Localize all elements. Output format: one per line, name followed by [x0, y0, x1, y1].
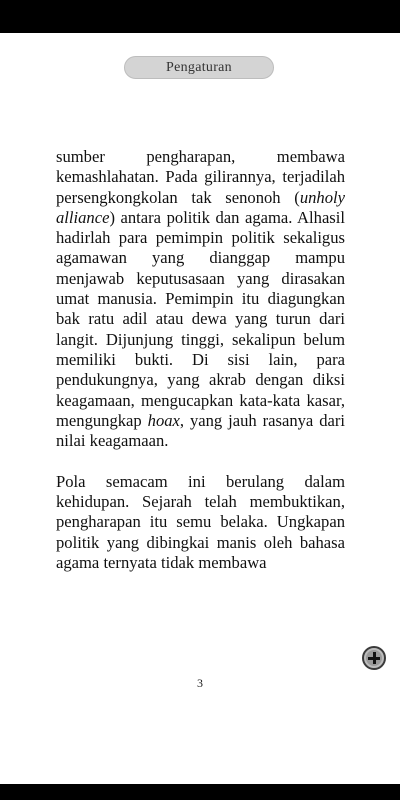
paragraph-1-italic-unholy-alliance: unholy alliance [56, 187, 345, 227]
paragraph-1 [56, 147, 345, 451]
bottom-black-bar [0, 784, 400, 800]
zoom-in-button[interactable] [362, 646, 386, 670]
paragraph-1-segment-3: ) antara politik dan agama. Alhasil hadirlah para pemimpin politik sekaligus agamawan yang dianggap mampu menjawab keputusasaan yang dirasakan umat manusia. Pemimpin itu diagungkan bak ratu adil atau dewa yang turun dari langit. Dijunjung tinggi, sekalipun belum memiliki bukti. Di sisi lain, para pendukungnya, yang akrab dengan diksi keagamaan, mengucapkan kata-kata kasar, mengungkap [56, 207, 345, 430]
paragraph-2: Pola semacam ini berulang dalam kehidupan. Sejarah telah membuktikan, pengharapan itu semu belaka. Ungkapan politik yang dibingkai manis oleh bahasa agama ternyata tidak membawa [56, 471, 345, 572]
paragraph-1-italic-hoax: hoax [147, 410, 180, 430]
page-number: 3 [197, 676, 203, 690]
settings-button[interactable]: Pengaturan [124, 56, 274, 79]
page-text [56, 147, 345, 573]
paragraph-1-segment-1: sumber pengharapan, membawa kemashlahatan. Pada gilirannya, terjadilah persengkongkolan tak senonoh ( [56, 147, 345, 207]
top-black-bar [0, 0, 400, 33]
paragraph-1-segment-5: , yang jauh rasanya dari nilai keagamaan. [56, 410, 345, 451]
